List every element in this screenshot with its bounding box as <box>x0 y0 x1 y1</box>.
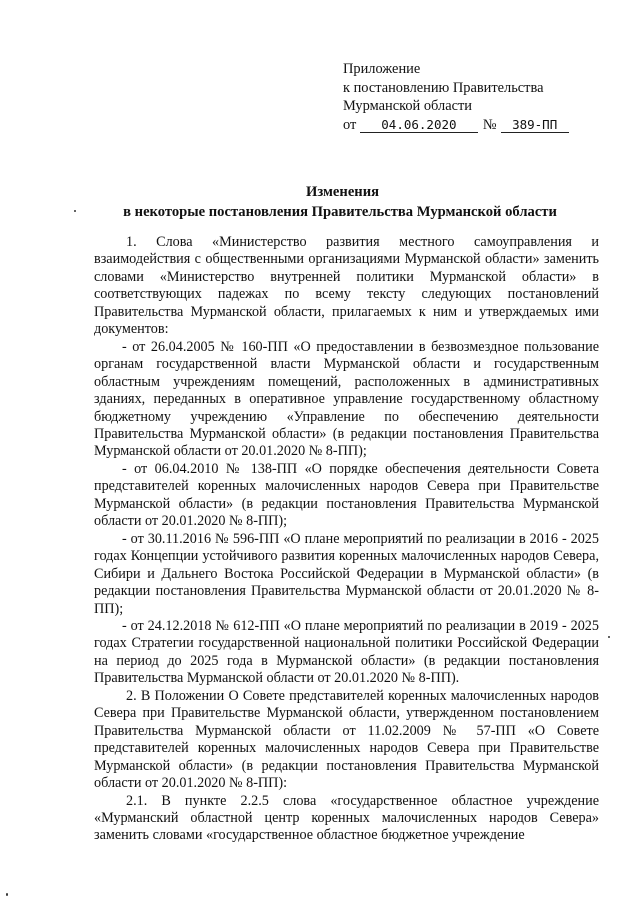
list-item: - от 06.04.2010 № 138-ПП «О порядке обеспечения деятельности Совета представителей коренных малочисленных народов Севера при Правительстве Мурманской области» (в редакции постановления Правительства Мурманской области от 20.01.2020 № 8-ПП); <box>94 460 599 530</box>
list-item: - от 30.11.2016 № 596-ПП «О плане мероприятий по реализации в 2016 - 2025 годах Концепции устойчивого развития коренных малочисленных народов Севера, Сибири и Дальнего Востока Российской Федерации в Мурманской области» (в редакции постановления Правительства Мурманской области от 20.01.2020 № 8-ПП); <box>94 530 599 617</box>
resolution-date: 04.06.2020 <box>360 117 478 133</box>
title-line-1: Изменения <box>305 184 380 200</box>
appendix-region: Мурманской области <box>343 98 472 114</box>
list-item: - от 24.12.2018 № 612-ПП «О плане мероприятий по реализации в 2019 - 2025 годах Стратегии государственной национальной политики Российской Федерации на период до 2025 года в Мурманской области» (в редакции постановления Правительства Мурманской области от 20.01.2020 № 8-ПП). <box>94 617 599 687</box>
paragraph-item-1: 1. Слова «Министерство развития местного самоуправления и взаимодействия с общественными организациями Мурманской области» заменить словами «Министерство внутренней политики Мурманской области» в соответствующих падежах по всему тексту следующих постановлений Правительства Мурманской области, прилагаемых к ним и утверждаемых ими документов: <box>94 234 599 338</box>
scan-speck <box>74 210 76 212</box>
date-prefix: от <box>343 116 357 133</box>
resolution-number: 389-ПП <box>501 117 569 133</box>
appendix-label: Приложение <box>343 61 421 77</box>
scan-speck <box>6 893 8 896</box>
number-sign: № <box>482 116 497 133</box>
appendix-date-number <box>343 116 603 135</box>
paragraph-item-2-1: 2.1. В пункте 2.2.5 слова «государственное областное учреждение «Мурманский областной центр коренных малочисленных народов Севера» заменить словами «государственное областное бюджетное учреждение <box>94 792 599 844</box>
list-item: - от 26.04.2005 № 160-ПП «О предоставлении в безвозмездное пользование органам государственной власти Мурманской области и государственным областным учреждениям помещений, расположенных в административных зданиях, переданных в оперативное управление государственному областному бюджетному учреждению «Управление по обеспечению деятельности Правительства Мурманской области» (в редакции постановления Правительства Мурманской области от 20.01.2020 № 8-ПП); <box>94 338 599 460</box>
document-body <box>94 234 599 845</box>
appendix-header <box>343 60 603 134</box>
document-title <box>0 182 640 222</box>
title-line-2: в некоторые постановления Правительства Мурманской области <box>123 204 557 220</box>
appendix-resolution-ref: к постановлению Правительства <box>343 79 544 96</box>
paragraph-item-2: 2. В Положении О Совете представителей коренных малочисленных народов Севера при Правительстве Мурманской области, утвержденном постановлением Правительства Мурманской области от 11.02.2009 № 57-ПП «О Совете представителей коренных малочисленных народов Севера при Правительстве Мурманской области» (в редакции постановления Правительства Мурманской области от 20.01.2020 № 8-ПП): <box>94 687 599 792</box>
scan-speck <box>608 636 610 638</box>
